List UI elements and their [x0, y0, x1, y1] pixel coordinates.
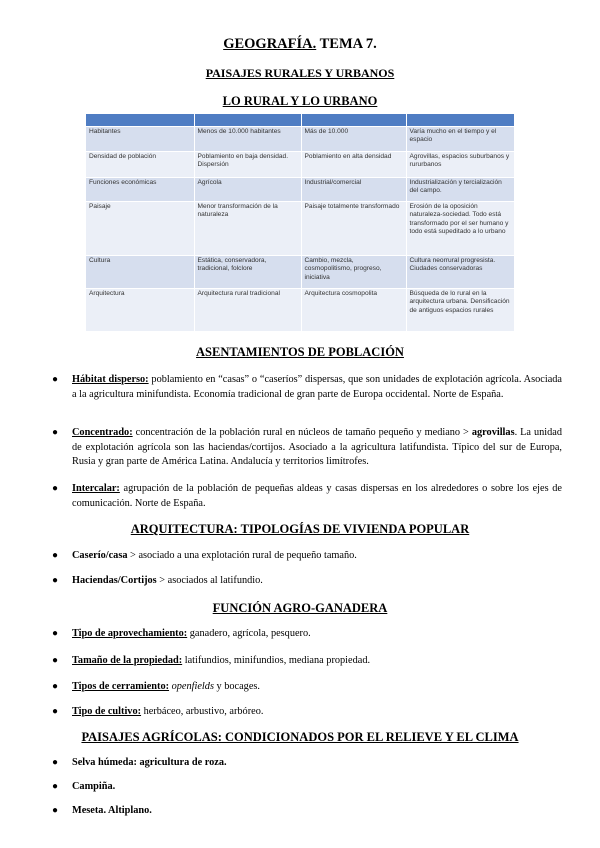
list-item: [52, 574, 562, 589]
bullet-icon: ●: [52, 483, 59, 494]
term-description: agrupación de la población de pequeñas aldeas y casas dispersas en los alrededores o sobre los ejes de comunicación. Norte de España.: [72, 483, 562, 509]
section-heading-funcion: FUNCIÓN AGRO-GANADERA: [212, 601, 388, 615]
term-italic: openfields: [171, 681, 214, 692]
table-cell: Agrovillas, espacios suburbanos y rururbanos: [406, 152, 514, 178]
table-cell: Cultura neorrural progresista. Ciudades conservadoras: [406, 256, 514, 289]
term-label: Tipo de aprovechamiento:: [72, 628, 188, 639]
table-cell: Erosión de la oposición naturaleza-sociedad. Todo está transformado por el ser humano y todo está supeditado a lo urbano: [406, 202, 514, 256]
section-heading-paisajes: PAISAJES AGRÍCOLAS: CONDICIONADOS POR EL RELIEVE Y EL CLIMA: [81, 730, 519, 744]
table-header-row: [86, 114, 514, 127]
section-heading-rural-urbano: LO RURAL Y LO URBANO: [222, 94, 378, 108]
table-row: [86, 256, 514, 289]
table-header-cell: [301, 114, 406, 127]
table-cell: Estática, conservadora, tradicional, folclore: [194, 256, 301, 289]
term-description: herbáceo, arbustivo, arbóreo.: [141, 706, 264, 717]
term-label: Campiña.: [72, 781, 116, 792]
bullet-icon: ●: [52, 655, 59, 666]
table-cell: Poblamiento en baja densidad. Dispersión: [194, 152, 301, 178]
table-cell: Más de 10.000: [301, 127, 406, 152]
table-row: [86, 152, 514, 178]
title-subject: GEOGRAFÍA.: [223, 36, 317, 52]
table-cell: Búsqueda de lo rural en la arquitectura urbana. Densificación de antiguos espacios rurales: [406, 289, 514, 331]
table-cell: Arquitectura rural tradicional: [194, 289, 301, 331]
list-item: [52, 804, 562, 819]
section-heading-arquitectura: ARQUITECTURA: TIPOLOGÍAS DE VIVIENDA POPULAR: [130, 522, 470, 536]
term-label: Tipo de cultivo:: [72, 706, 142, 717]
table-cell: Habitantes: [86, 127, 194, 152]
list-item: [52, 426, 563, 470]
table-cell: Funciones económicas: [86, 178, 194, 202]
bullet-icon: ●: [52, 575, 59, 586]
bullet-icon: ●: [52, 781, 59, 792]
table-row: [86, 202, 514, 256]
list-item: [52, 627, 562, 642]
table-cell: Varía mucho en el tiempo y el espacio: [406, 127, 514, 152]
list-item: [52, 549, 562, 564]
table-cell: Menor transformación de la naturaleza: [194, 202, 301, 256]
list-item: [52, 482, 562, 511]
list-item: [52, 654, 562, 669]
page-title: [0, 36, 600, 53]
bullet-icon: ●: [52, 805, 59, 816]
comparison-table: [86, 114, 515, 331]
list-item: [52, 680, 562, 695]
table-row: [86, 289, 514, 331]
term-label: Hábitat disperso:: [72, 374, 149, 385]
page-subtitle: PAISAJES RURALES Y URBANOS: [205, 66, 395, 80]
term-label: Meseta. Altiplano.: [72, 805, 152, 816]
table-row: [86, 178, 514, 202]
table-row: [86, 127, 514, 152]
bullet-icon: ●: [52, 706, 59, 717]
bullet-icon: ●: [52, 550, 59, 561]
term-label: Caserío/casa: [72, 550, 128, 561]
list-item: [52, 705, 562, 720]
table-cell: Cultura: [86, 256, 194, 289]
table-cell: Poblamiento en alta densidad: [301, 152, 406, 178]
term-label: Concentrado:: [72, 427, 133, 438]
bullet-icon: ●: [52, 681, 59, 692]
term-description: latifundios, minifundios, mediana propiedad.: [182, 655, 371, 666]
term-description: ganadero, agrícola, pesquero.: [187, 628, 311, 639]
table-cell: Arquitectura cosmopolita: [301, 289, 406, 331]
term-label: Tipos de cerramiento:: [72, 681, 170, 692]
list-item: [52, 373, 562, 402]
bullet-icon: ●: [52, 757, 59, 768]
term-label: Selva húmeda: agricultura de roza.: [72, 757, 227, 768]
table-cell: Menos de 10.000 habitantes: [194, 127, 301, 152]
term-description: . La unidad de explotación agrícola son las haciendas/cortijos. Asociado a la agricultura latifundista. Típico del sur de Europa, Rusia y gran parte de América Latina. Andalucía y territorios limítrofes.: [72, 427, 563, 467]
table-cell: Industrialización y tercialización del campo.: [406, 178, 514, 202]
table-cell: Densidad de población: [86, 152, 194, 178]
table-cell: Industrial/comercial: [301, 178, 406, 202]
term-label: Intercalar:: [72, 483, 120, 494]
term-label: Tamaño de la propiedad:: [72, 655, 183, 666]
table-cell: Paisaje totalmente transformado: [301, 202, 406, 256]
table-cell: Agrícola: [194, 178, 301, 202]
bullet-icon: ●: [52, 628, 59, 639]
table-cell: Arquitectura: [86, 289, 194, 331]
term-description: poblamiento en “casas” o “caseríos” dispersas, que son unidades de explotación agrícola. Asociada a la agricultura minifundista. Economía tradicional de gran parte de Europa occidental. Norte de España.: [72, 374, 562, 400]
term-description: > asociado a una explotación rural de pequeño tamaño.: [127, 550, 357, 561]
table-cell: Cambio, mezcla, cosmopolitismo, progreso, iniciativa: [301, 256, 406, 289]
title-topic: TEMA 7.: [316, 36, 377, 52]
table-cell: Paisaje: [86, 202, 194, 256]
table-header-cell: [86, 114, 194, 127]
table-header-cell: [406, 114, 514, 127]
term-highlight: agrovillas: [471, 427, 515, 438]
term-description: y bocages.: [213, 681, 260, 692]
list-item: [52, 756, 562, 771]
term-description: > asociados al latifundio.: [156, 575, 263, 586]
bullet-icon: ●: [52, 374, 59, 385]
term-label: Haciendas/Cortijos: [72, 575, 157, 586]
list-item: [52, 780, 562, 795]
table-header-cell: [194, 114, 301, 127]
bullet-icon: ●: [52, 427, 59, 438]
term-description: concentración de la población rural en núcleos de tamaño pequeño y mediano >: [132, 427, 472, 438]
section-heading-asentamientos: ASENTAMIENTOS DE POBLACIÓN: [196, 345, 404, 359]
